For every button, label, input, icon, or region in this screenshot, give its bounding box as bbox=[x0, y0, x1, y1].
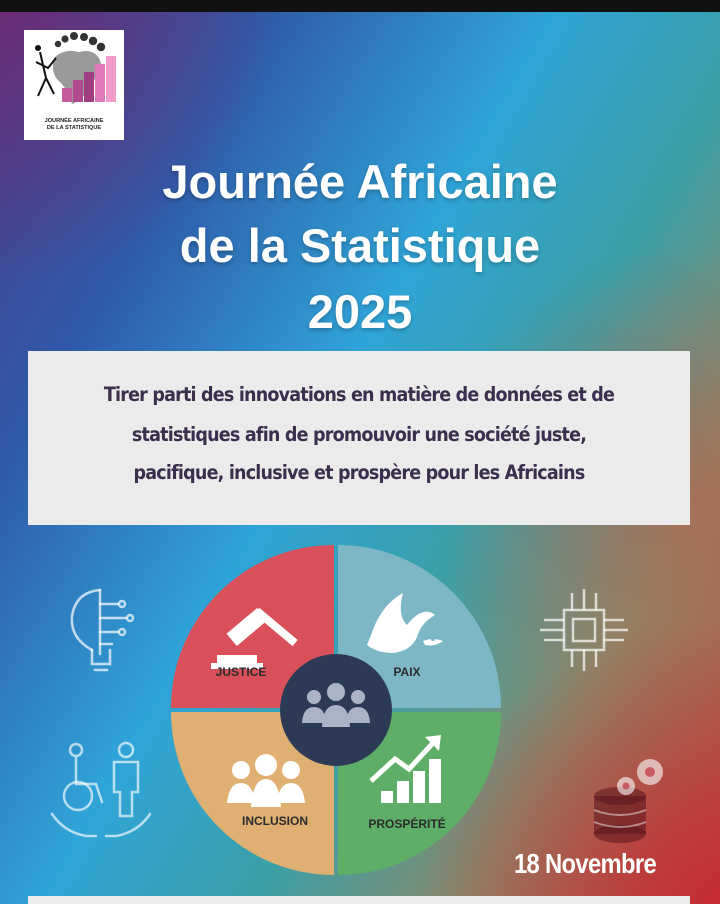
page-title-line1: Journée Africaine bbox=[162, 155, 558, 208]
logo-caption-line2: DE LA STATISTIQUE bbox=[46, 125, 102, 131]
inclusion-label: INCLUSION bbox=[242, 814, 308, 828]
statistics-day-logo-icon bbox=[24, 30, 124, 120]
bottom-strip bbox=[28, 896, 690, 904]
microchip-icon bbox=[534, 585, 634, 675]
page-title-line2: de la Statistique bbox=[179, 219, 541, 272]
logo-caption bbox=[24, 118, 124, 132]
top-bar bbox=[0, 0, 720, 12]
pillars-wheel bbox=[171, 545, 501, 875]
logo-caption-line1: JOURNÉE AFRICAINE bbox=[44, 118, 104, 124]
accessibility-care-icon bbox=[46, 740, 156, 850]
database-gears-icon bbox=[590, 748, 674, 848]
prosperite-label: PROSPÉRITÉ bbox=[368, 817, 446, 831]
theme-box bbox=[28, 351, 690, 525]
theme-line1: Tirer parti des innovations en matière de données et de bbox=[103, 383, 615, 406]
event-date: 18 Novembre bbox=[513, 848, 657, 879]
paix-label: PAIX bbox=[393, 665, 421, 679]
justice-label: JUSTICE bbox=[215, 665, 267, 679]
theme-line3: pacifique, inclusive et prospère pour les Africains bbox=[133, 461, 585, 484]
page-title-year: 2025 bbox=[307, 285, 413, 338]
logo bbox=[24, 30, 124, 140]
theme-line2: statistiques afin de promouvoir une société juste, bbox=[131, 423, 587, 446]
lightbulb-circuit-icon bbox=[62, 584, 146, 680]
